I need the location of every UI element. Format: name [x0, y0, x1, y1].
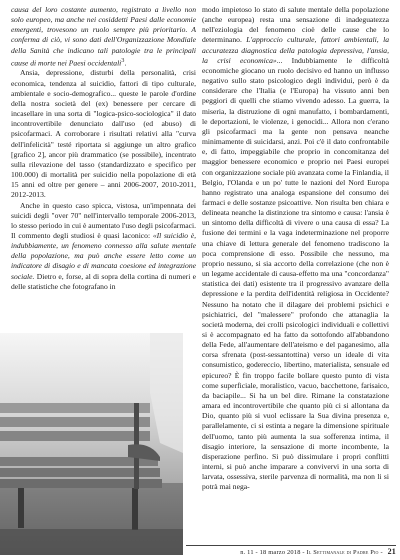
park-bench-photo — [0, 333, 186, 555]
paragraph: causa del loro costante aumento, registrato a livello non solo europeo, ma anche nei cosiddetti Paesi dalle economie emergenti, trovesono un ruolo sempre più prioritario. A conferma di ciò, vi sono dati dell'Organizzazione Mondiale della Sanità che indicano tali patologie tra le principali cause di morte nei Paesi occidentali$^3$. — [11, 5, 196, 68]
italic-quote: L'approccio culturale, fattori ambientali, la accuratezza diagnostica della patologia depressiva, l'ansia, la crisi economica» — [202, 35, 389, 65]
article-column-right — [202, 5, 389, 493]
text-run: Dietro e, forse, al di sopra della cortina di numeri e delle statistiche che fotografano in — [11, 271, 196, 291]
page-footer — [186, 545, 396, 558]
bench-image — [0, 333, 183, 555]
italic-text: causa del loro costante aumento, registrato a livello non solo europeo, ma anche nei cosiddetti Paesi dalle economie emergenti, trovesono un ruolo sempre più prioritario. A conferma di ciò, vi sono dati dell'Organizzazione Mondiale della Sanità che indicano tali patologie tra le principali cause di morte nei Paesi occidentali — [11, 5, 196, 68]
issue-info: n. 11 - 18 marzo 2018 - — [240, 549, 307, 556]
footer-separator: - — [378, 549, 385, 556]
footnote-ref: 3 — [121, 56, 125, 64]
paragraph — [11, 201, 196, 292]
text-run: ... Indubbiamente le difficoltà economiche giocano un ruolo decisivo ed hanno un influsso negativo sullo stato psicologico degli individui, però è da considerare che l'Italia (e l'Europa) ha vissuto anni ben peggiori di quelli che stiamo vivendo adesso. La guerra, la miseria, la distruzione di ogni manufatto, i bombardamenti, le deportazioni, le violenze, i genocidi... Allora non c'erano gli psicofarmaci ma la gente non pensava neanche minimamente di suicidarsi, anzi. Poi c'è il dato confrontabile e, di fatto, impeggiabile che proprio in concomitanza del maggior benessere economico e proprio nei Paesi europei con organizzazione sociale più avanzata come la Finlandia, il Belgio, l'Olanda e un po' tutte le nazioni del Nord Europa hanno registrato una analoga espansione del consumo dei farmaci e delle sostanze psicoattive. Non risulta ben chiara e delineata neanche la distinzione tra sintomo e causa: l'ansia è un sintomo della difficoltà di vivere o una causa di essa? La fusione dei termini e la vaga indeterminazione nel proporre una chiave di lettura generale del fenomeno tradiscono la poca comprensione di esso. Possibile che nessuno, ma proprio nessuno, si sia accorto della correlazione (che non è un legame accidentale di causa-effetto ma una "concordanza" statistica dei dati) esistente tra il progressivo avanzare della depressione e la perdita dell'identità religiosa in Occidente? Nessuno ha notato che il dilagare dei problemi psichici e psichiatrici, del "malessere" profondo che attanaglia la società moderna, dei crolli psicologici individuali e collettivi si è accompagnato ed ha fatto da sottofondo all'abbandono della Fede, all'aumentare dell'ateismo e del paganesimo, alla corsa sfrenata (post-sessantottina) verso un ideale di vita consumistico, godereccio, libertino, materialista, sensuale ed epicureo? È fin troppo facile bollare questo punto di vista come superficiale, moralistico, vacuo, bacchettone, farisaico, da baciapile... Si ha un bel dire. Rimane la constatazione amara ed incontrovertibile che quanto più ci si allontana da Dio, quanto più si vuol eclissare la Sua divina presenza e, parallelamente, ci si estinta a negare la dimensione spirituale dell'uomo, tanto più aumenta la sua sofferenza intima, il disagio interiore, la sensazione di morte incombente, la disperazione perfino. Si può dissimulare i propri conflitti interni, si può anche imparare a convivervi in una sorta di larvata, ossessiva, sterile parvenza di normalità, ma non li si potrà mai nega- — [202, 55, 389, 492]
paragraph: Ansia, depressione, disturbi della personalità, crisi economica, tendenza al suicidio, fattori di tipo culturale, ambientale e socio-demografico... queste le parole d'ordine della nostra società del (ex) benessere per cercare di incasellare in una sorta di "logica-psico-sociologica" il dato incontrovertibile denunciato dall'uso (ed abuso) di psicofarmaci. A corroborare i risultati relativi alla "curva dell'infelicità" testé riportata si aggiunge un altro grafico [grafico 2], ancor più drammatico (se possibile), incentrato sulla rilevazione del tasso (standardizzato e specifico per 100.000) di mortalità per suicidio nella popolazione di età 15 anni ed oltre per genere – anni 2006-2007, 2010-2011, 2012-2013. — [11, 68, 196, 200]
paragraph — [202, 5, 389, 493]
article-column-left — [11, 5, 196, 292]
text-run: Anche in questo caso spicca, vistosa, un'impennata dei suicidi degli "over 70" nell'intervallo temporale 2006-2013, lo stesso periodo in cui è aumentato l'uso degli psicofarmaci. Il commento degli studiosi è quasi laconico: — [11, 200, 196, 240]
text-run: modo impietoso lo stato di salute mentale della popolazione (anche europea) resta una sensazione di inadeguatezza nell'eziologia del fenomeno cioè delle cause che lo determinano. — [202, 5, 389, 45]
italic-quote: «Il suicidio è, indubbiamente, un fenomeno connesso alla salute mentale della popolazione, ma può anche essere letto come un indicatore di disagio e di mancata coesione ed integrazione sociale. — [11, 230, 197, 281]
page-number: 21 — [387, 547, 396, 556]
magazine-name: Il Settimanale di Padre Pio — [306, 549, 379, 556]
